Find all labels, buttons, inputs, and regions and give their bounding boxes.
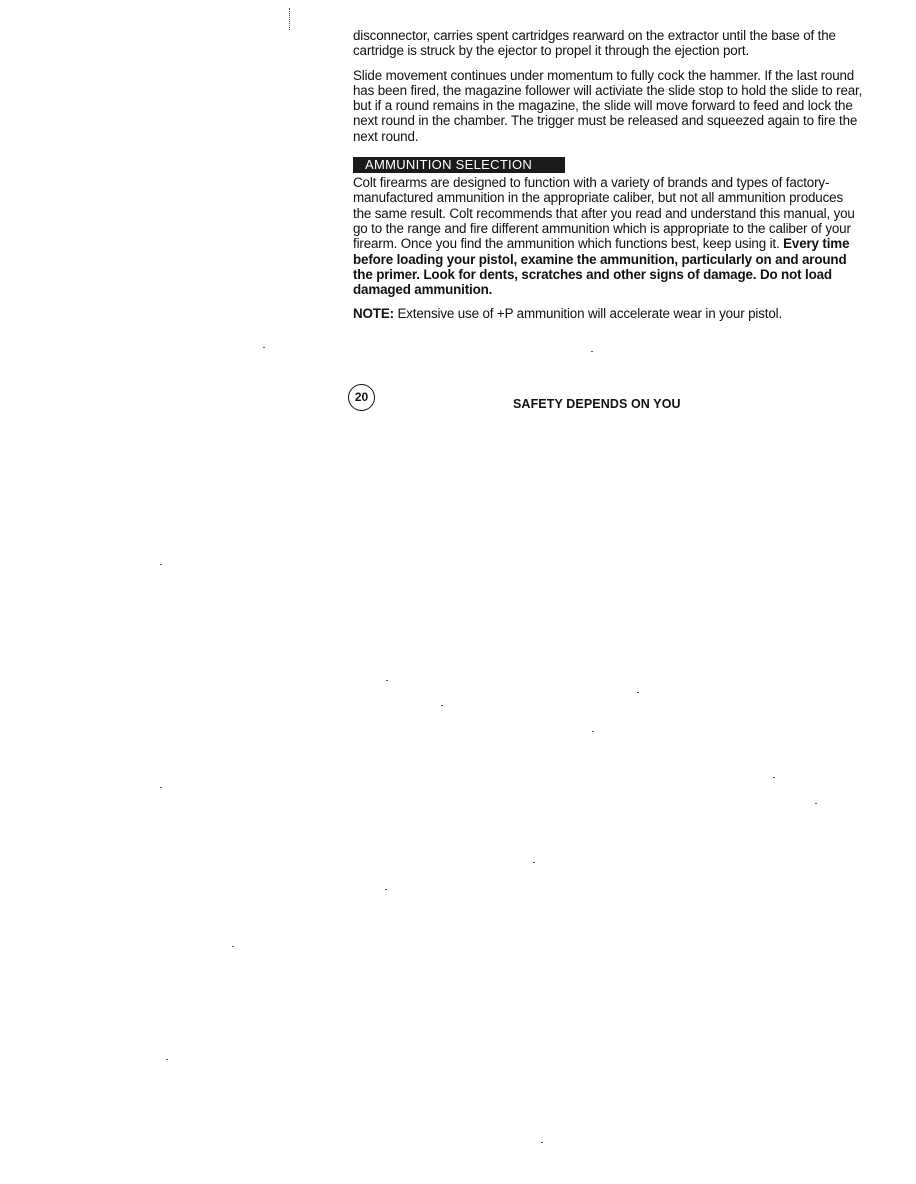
section-heading-wrap — [353, 157, 863, 173]
scan-speck — [385, 889, 387, 890]
scan-speck — [160, 564, 162, 565]
scan-speck — [166, 1059, 168, 1060]
text-column — [353, 28, 863, 331]
footer-title: SAFETY DEPENDS ON YOU — [513, 397, 681, 411]
scan-speck — [441, 705, 443, 706]
page-number: 20 — [348, 384, 375, 411]
note-text: Extensive use of +P ammunition will accelerate wear in your pistol. — [393, 306, 783, 322]
scan-speck — [591, 351, 593, 352]
scan-speck — [773, 777, 775, 778]
scan-speck — [160, 787, 162, 788]
scan-speck — [637, 692, 639, 693]
note-label: NOTE: — [353, 306, 394, 322]
ammunition-warning: Every time before loading your pistol, examine the ammunition, particularly on and around the primer. Look for dents, scratches and other signs of damage. Do not load damaged ammunition. — [353, 236, 850, 298]
scan-speck — [541, 1142, 543, 1143]
paragraph-ammunition — [353, 175, 863, 297]
scan-speck — [592, 731, 594, 732]
paragraph-note — [353, 306, 863, 321]
scan-speck — [232, 946, 234, 947]
paragraph-ejection: disconnector, carries spent cartridges rearward on the extractor until the base of the cartridge is struck by the ejector to propel it through the ejection port. — [353, 28, 836, 59]
scan-speck — [815, 803, 817, 804]
scan-speck — [263, 347, 265, 348]
scan-speck — [386, 680, 388, 681]
binding-mark — [289, 8, 291, 30]
section-heading-ammunition: AMMUNITION SELECTION — [353, 157, 565, 173]
scan-speck — [533, 862, 535, 863]
ammunition-text: Colt firearms are designed to function with a variety of brands and types of factory-manufactured ammunition in the appropriate caliber, but not all ammunition produces the same result. Colt recommends that after you read and understand this manual, you go to the range and fire different ammunition which is appropriate to the caliber of your firearm. Once you find the ammunition which functions best, keep using it. — [353, 175, 855, 252]
paragraph-slide-movement: Slide movement continues under momentum to fully cock the hammer. If the last round has been fired, the magazine follower will activiate the slide stop to hold the slide to rear, but if a round remains in the magazine, the slide will move forward to feed and lock the next round in the chamber. The trigger must be released and squeezed again to fire the next round. — [353, 67, 863, 144]
